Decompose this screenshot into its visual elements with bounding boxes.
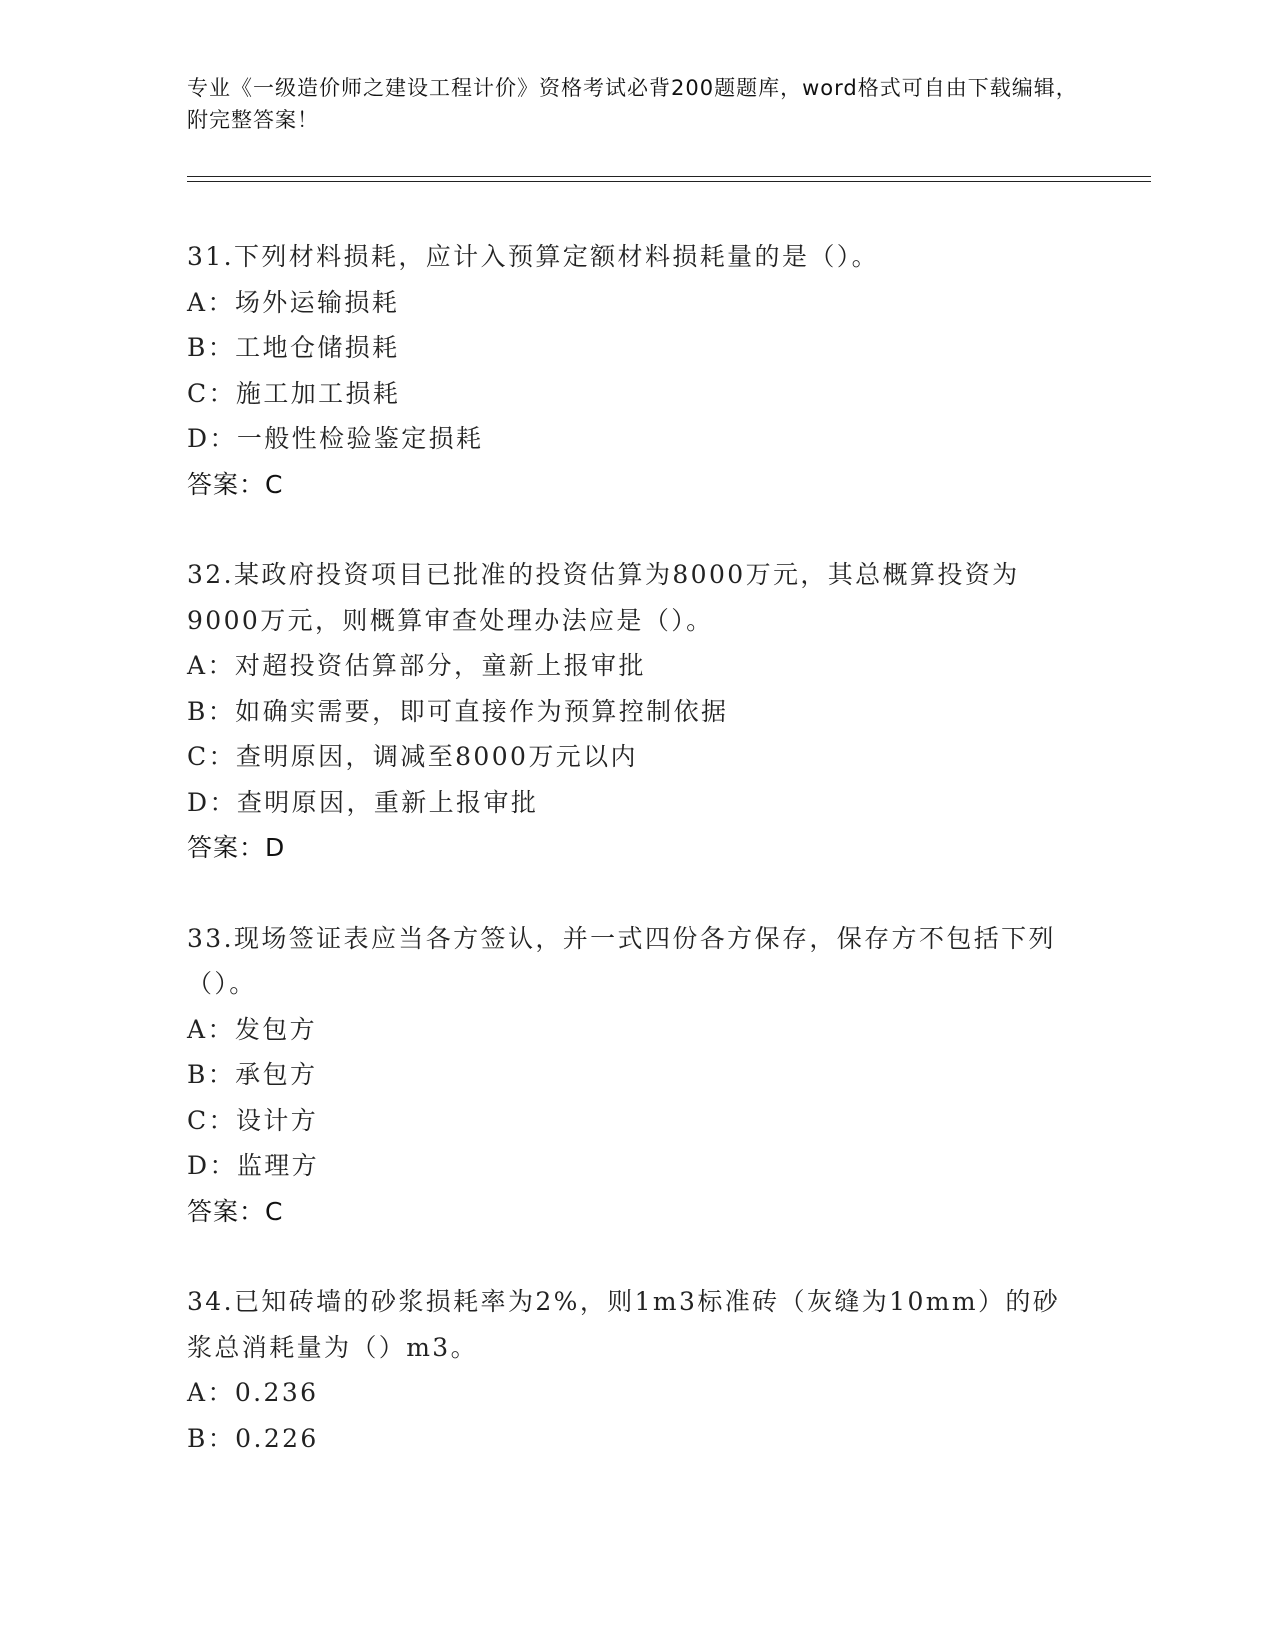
header-divider-top bbox=[187, 176, 1151, 177]
option-a: A：场外运输损耗 bbox=[187, 287, 400, 317]
question-text: 31.下列材料损耗，应计入预算定额材料损耗量的是（）。 bbox=[187, 242, 880, 271]
option-c: C：查明原因，调减至8000万元以内 bbox=[187, 742, 638, 771]
question-34 bbox=[187, 1279, 1087, 1461]
question-spacer bbox=[187, 507, 1087, 552]
option-d: D：查明原因，重新上报审批 bbox=[187, 787, 539, 817]
option-d: D：监理方 bbox=[187, 1151, 320, 1180]
question-list bbox=[187, 234, 1087, 1461]
option-b: B：工地仓储损耗 bbox=[187, 333, 400, 362]
option-a: A：发包方 bbox=[187, 1014, 318, 1044]
question-text: 32.某政府投资项目已批准的投资估算为8000万元，其总概算投资为9000万元，则概算审查处理办法应是（）。 bbox=[187, 560, 1020, 635]
question-33 bbox=[187, 916, 1087, 1235]
option-b: B：如确实需要，即可直接作为预算控制依据 bbox=[187, 696, 729, 726]
question-text: 34.已知砖墙的砂浆损耗率为2%，则1m3标准砖（灰缝为10mm）的砂浆总消耗量为（）m3。 bbox=[187, 1287, 1061, 1362]
option-d: D：一般性检验鉴定损耗 bbox=[187, 424, 484, 453]
option-b: B：0.226 bbox=[187, 1423, 319, 1453]
document-intro: 专业《一级造价师之建设工程计价》资格考试必背200题题库，word格式可自由下载编辑，附完整答案！ bbox=[187, 76, 1078, 132]
header-divider-bottom bbox=[187, 181, 1151, 182]
answer-label: 答案：C bbox=[187, 469, 284, 499]
question-31 bbox=[187, 234, 1087, 507]
question-32 bbox=[187, 552, 1087, 871]
question-spacer bbox=[187, 1234, 1087, 1279]
option-a: A：0.236 bbox=[187, 1378, 319, 1407]
option-c: C：施工加工损耗 bbox=[187, 378, 401, 408]
answer-label: 答案：D bbox=[187, 833, 286, 862]
option-c: C：设计方 bbox=[187, 1105, 319, 1135]
option-a: A：对超投资估算部分，童新上报审批 bbox=[187, 651, 646, 680]
question-text: 33.现场签证表应当各方签认，并一式四份各方保存，保存方不包括下列（）。 bbox=[187, 923, 1056, 998]
option-b: B：承包方 bbox=[187, 1060, 318, 1089]
answer-label: 答案：C bbox=[187, 1196, 284, 1226]
question-spacer bbox=[187, 871, 1087, 916]
